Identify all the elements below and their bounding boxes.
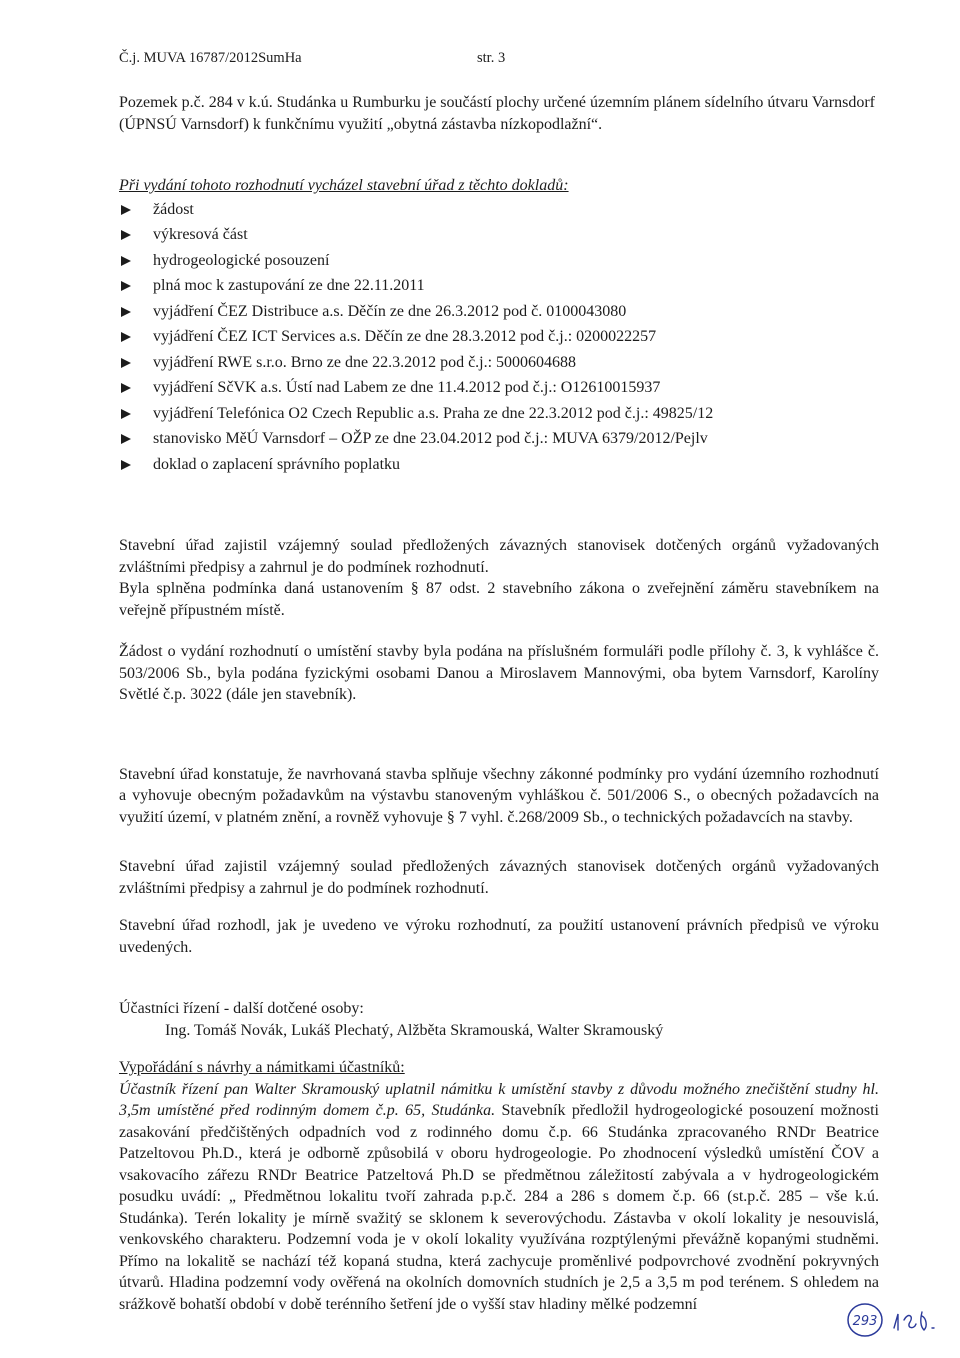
paragraph-concordance: Stavební úřad zajistil vzájemný soulad předložených závazných stanovisek dotčených orgánů vyžadovaných zvláštními předpisy a zahrnul je do podmínek rozhodnutí. [119,537,879,576]
arrow-bullet-icon [121,409,131,419]
reference-number: Č.j. MUVA 16787/2012SumHa [119,50,302,66]
list-item: vyjádření ČEZ Distribuce a.s. Děčín ze dne 26.3.2012 pod č. 0100043080 [119,299,879,325]
arrow-bullet-icon [121,332,131,342]
list-item: doklad o zaplacení správního poplatku [119,452,879,478]
arrow-bullet-icon [121,205,131,215]
list-item: hydrogeologické posouzení [119,248,879,274]
list-item: stanovisko MěÚ Varnsdorf – OŽP ze dne 23.04.2012 pod č.j.: MUVA 6379/2012/Pejlv [119,426,879,452]
document-body [119,92,879,1315]
list-item: plná moc k zastupování ze dne 22.11.2011 [119,273,879,299]
paragraph-application: Žádost o vydání rozhodnutí o umístění stavby byla podána na příslušném formuláři podle přílohy č. 3, k vyhlášce č. 503/2006 Sb., byla podána fyzickými osobami Danou a Miroslavem Mannovými, oba bytem Varnsdorf, Karolíny Světlé č.p. 3022 (dále jen stavebník). [119,643,879,703]
list-item: vyjádření Telefónica O2 Czech Republic a.s. Praha ze dne 22.3.2012 pod č.j.: 49825/12 [119,401,879,427]
paragraph-condition: Byla splněna podmínka daná ustanovením § 87 odst. 2 stavebního zákona o zveřejnění záměru stavebníkem na veřejně přípustném místě. [119,580,879,619]
participants-heading: Účastníci řízení - další dotčené osoby: [119,1000,364,1017]
arrow-bullet-icon [121,281,131,291]
documents-list [119,197,879,478]
handwritten-mark-icon [890,1306,940,1336]
paragraph-concordance-2: Stavební úřad zajistil vzájemný soulad předložených závazných stanovisek dotčených orgánů vyžadovaných zvláštními předpisy a zahrnul je do podmínek rozhodnutí. [119,858,879,897]
list-item: výkresová část [119,222,879,248]
documents-heading: Při vydání tohoto rozhodnutí vycházel stavební úřad z těchto dokladů: [119,177,569,194]
arrow-bullet-icon [121,307,131,317]
page-number: str. 3 [477,50,506,66]
arrow-bullet-icon [121,434,131,444]
arrow-bullet-icon [121,358,131,368]
arrow-bullet-icon [121,460,131,470]
list-item: vyjádření ČEZ ICT Services a.s. Děčín ze dne 28.3.2012 pod č.j.: 0200022257 [119,324,879,350]
paragraph-decision: Stavební úřad rozhodl, jak je uvedeno ve výroku rozhodnutí, za použití ustanovení právních předpisů ve výroku uvedených. [119,917,879,956]
arrow-bullet-icon [121,383,131,393]
objection-statement: Účastník řízení pan Walter Skramouský uplatnil námitku k umístění stavby z důvodu možného znečištění studny hl. 3,5m umístěné před rodinným domem č.p. 65, Studánka. [119,1080,879,1119]
participants-names: Ing. Tomáš Novák, Lukáš Plechatý, Alžběta Skramouská, Walter Skramouský [165,1021,664,1039]
objection-resolution: Stavebník předložil hydrogeologické posouzení možnosti zasakování předčištěných odpadních vod z rodinného domu č.p. 66 Studánka zpracovaného RNDr Beatrice Patzeltovou Ph.D., která je odborně způsobilá v oboru hydrogeologie. Po zhodnocení výsledků umístění ČOV a vsakovacího zářezu RNDr Beatrice Patzeltová Ph.D se předmětnou záležitostí zabývala a v hydrogeologickém posudku uvádí: „ Předmětnou lokalitu tvoří zahrada p.p.č. 284 a 286 s domem č.p. 66 (st.p.č. 285 – vše k.ú. Studánka). Terén lokality je mírně svažitý se sklonem k severovýchodu. Zástavba v okolí lokality je nesouvislá, venkovského charakteru. Podzemní voda je v okolí lokality využívána rozptýlenými převážně kopanými studněmi. Přímo na lokalitě se nachází též kopaná studna, která zachycuje proměnlivé podpovrchové zvodnění pokryvných útvarů. Hladina podzemní vody ověřená na okolních domovních studních je 2,5 a 3,5 m pod terénem. S ohledem na srážkově bohatší období v době terénního šetření jde o vyšší stav hladiny mělké podzemní [119,1102,879,1313]
page-header [119,50,539,67]
stamp-number: 293 [852,1314,878,1329]
list-item: vyjádření SčVK a.s. Ústí nad Labem ze dne 11.4.2012 pod č.j.: O12610015937 [119,375,879,401]
paragraph-compliance: Stavební úřad konstatuje, že navrhovaná stavba splňuje všechny zákonné podmínky pro vydání územního rozhodnutí a vyhovuje obecným požadavkům na výstavbu stanoveným vyhláškou č. 501/2006 S., o obecných požadavcích na využití území, v platném znění, a rovněž vyhovuje § 7 vyhl. č.268/2009 Sb., o technických požadavcích na stavby. [119,765,879,826]
arrow-bullet-icon [121,230,131,240]
objection-paragraph [119,1079,879,1316]
objections-heading: Vypořádání s návrhy a námitkami účastníků: [119,1059,405,1076]
page-stamp-icon [845,1300,885,1340]
arrow-bullet-icon [121,256,131,266]
intro-paragraph: Pozemek p.č. 284 v k.ú. Studánka u Rumburku je součástí plochy určené územním plánem sídelního útvaru Varnsdorf (ÚPNSÚ Varnsdorf) k funkčnímu využití „obytná zástavba nízkopodlažní“. [119,94,875,133]
list-item: žádost [119,197,879,223]
list-item: vyjádření RWE s.r.o. Brno ze dne 22.3.2012 pod č.j.: 5000604688 [119,350,879,376]
